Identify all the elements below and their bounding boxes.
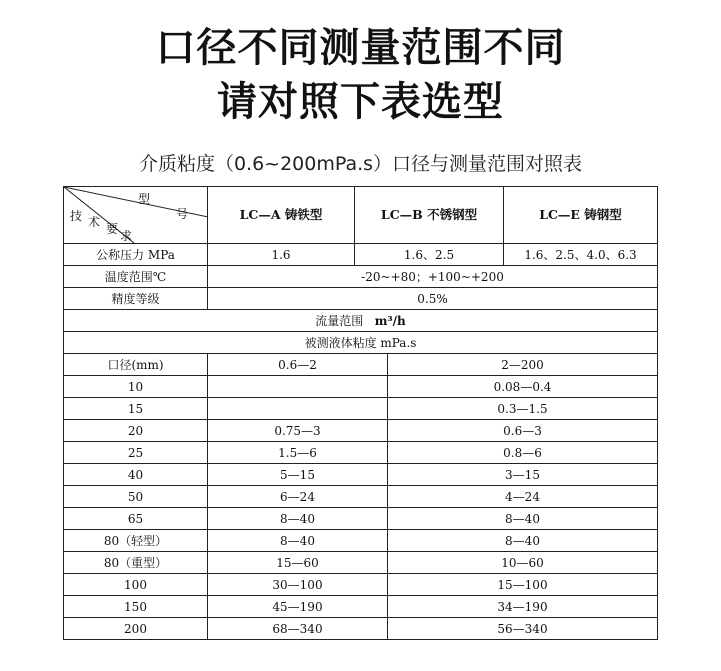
low-range-cell: 68—340: [208, 618, 388, 640]
size-cell: 40: [64, 464, 208, 486]
low-range-cell: 15—60: [208, 552, 388, 574]
size-cell: 25: [64, 442, 208, 464]
temperature-label: 温度范围℃: [64, 266, 208, 288]
size-cell: 200: [64, 618, 208, 640]
table-row: [64, 376, 658, 398]
size-cell: 80（轻型）: [64, 530, 208, 552]
flow-range-row: [64, 310, 658, 332]
corner-char-qiu: 求: [120, 229, 133, 243]
table-row: [64, 508, 658, 530]
flow-range-label: 流量范围: [315, 313, 364, 328]
table-row: [64, 464, 658, 486]
table-header-row: [64, 187, 658, 244]
corner-char-xing: 型: [138, 192, 151, 206]
size-cell: 50: [64, 486, 208, 508]
low-range-cell: 6—24: [208, 486, 388, 508]
viscosity-row: [64, 332, 658, 354]
corner-char-shu: 术: [88, 215, 101, 229]
headline-line-1: 口径不同测量范围不同: [155, 25, 566, 71]
low-range-cell: 0.75—3: [208, 420, 388, 442]
flow-range-cell: [64, 310, 658, 332]
accuracy-value: 0.5%: [208, 288, 658, 310]
viscosity-high-header: 2—200: [388, 354, 658, 376]
table-row: [64, 530, 658, 552]
high-range-cell: 0.08—0.4: [388, 376, 658, 398]
table-row: [64, 442, 658, 464]
model-header-a: LC—A 铸铁型: [208, 187, 355, 244]
pressure-row: [64, 244, 658, 266]
table-row: [64, 618, 658, 640]
high-range-cell: 56—340: [388, 618, 658, 640]
table-row: [64, 552, 658, 574]
size-cell: 20: [64, 420, 208, 442]
high-range-cell: 34—190: [388, 596, 658, 618]
size-cell: 10: [64, 376, 208, 398]
corner-char-yao: 要: [106, 222, 119, 236]
model-header-e: LC—E 铸钢型: [504, 187, 658, 244]
corner-char-ji: 技: [70, 209, 83, 223]
table-row: [64, 420, 658, 442]
table-row: [64, 596, 658, 618]
high-range-cell: 0.3—1.5: [388, 398, 658, 420]
low-range-cell: [208, 376, 388, 398]
size-cell: 80（重型）: [64, 552, 208, 574]
table-row: [64, 486, 658, 508]
low-range-cell: 1.5—6: [208, 442, 388, 464]
accuracy-row: [64, 288, 658, 310]
accuracy-label: 精度等级: [64, 288, 208, 310]
temperature-row: [64, 266, 658, 288]
low-range-cell: 5—15: [208, 464, 388, 486]
corner-char-hao: 号: [176, 207, 189, 221]
high-range-cell: 15—100: [388, 574, 658, 596]
low-range-cell: 45—190: [208, 596, 388, 618]
flow-range-unit: m³/h: [374, 313, 406, 328]
low-range-cell: 30—100: [208, 574, 388, 596]
high-range-cell: 0.8—6: [388, 442, 658, 464]
table-subtitle: 介质粘度（0.6~200mPa.s）口径与测量范围对照表: [138, 153, 583, 175]
low-range-cell: 8—40: [208, 508, 388, 530]
high-range-cell: 10—60: [388, 552, 658, 574]
spec-table: [63, 186, 658, 640]
low-range-cell: [208, 398, 388, 420]
viscosity-label: 被测液体粘度 mPa.s: [64, 332, 658, 354]
headline-line-2: 请对照下表选型: [217, 79, 504, 125]
size-header: 口径(mm): [64, 354, 208, 376]
size-cell: 100: [64, 574, 208, 596]
pressure-a: 1.6: [208, 244, 355, 266]
size-cell: 15: [64, 398, 208, 420]
model-header-b: LC—B 不锈钢型: [355, 187, 504, 244]
diagonal-header-cell: [64, 187, 208, 244]
temperature-value: -20~+80；+100~+200: [208, 266, 658, 288]
size-cell: 65: [64, 508, 208, 530]
high-range-cell: 4—24: [388, 486, 658, 508]
low-range-cell: 8—40: [208, 530, 388, 552]
table-row: [64, 398, 658, 420]
pressure-label: 公称压力 MPa: [64, 244, 208, 266]
high-range-cell: 8—40: [388, 508, 658, 530]
viscosity-low-header: 0.6—2: [208, 354, 388, 376]
pressure-e: 1.6、2.5、4.0、6.3: [504, 244, 658, 266]
high-range-cell: 3—15: [388, 464, 658, 486]
viscosity-header-row: [64, 354, 658, 376]
pressure-b: 1.6、2.5: [355, 244, 504, 266]
table-row: [64, 574, 658, 596]
size-cell: 150: [64, 596, 208, 618]
high-range-cell: 0.6—3: [388, 420, 658, 442]
high-range-cell: 8—40: [388, 530, 658, 552]
